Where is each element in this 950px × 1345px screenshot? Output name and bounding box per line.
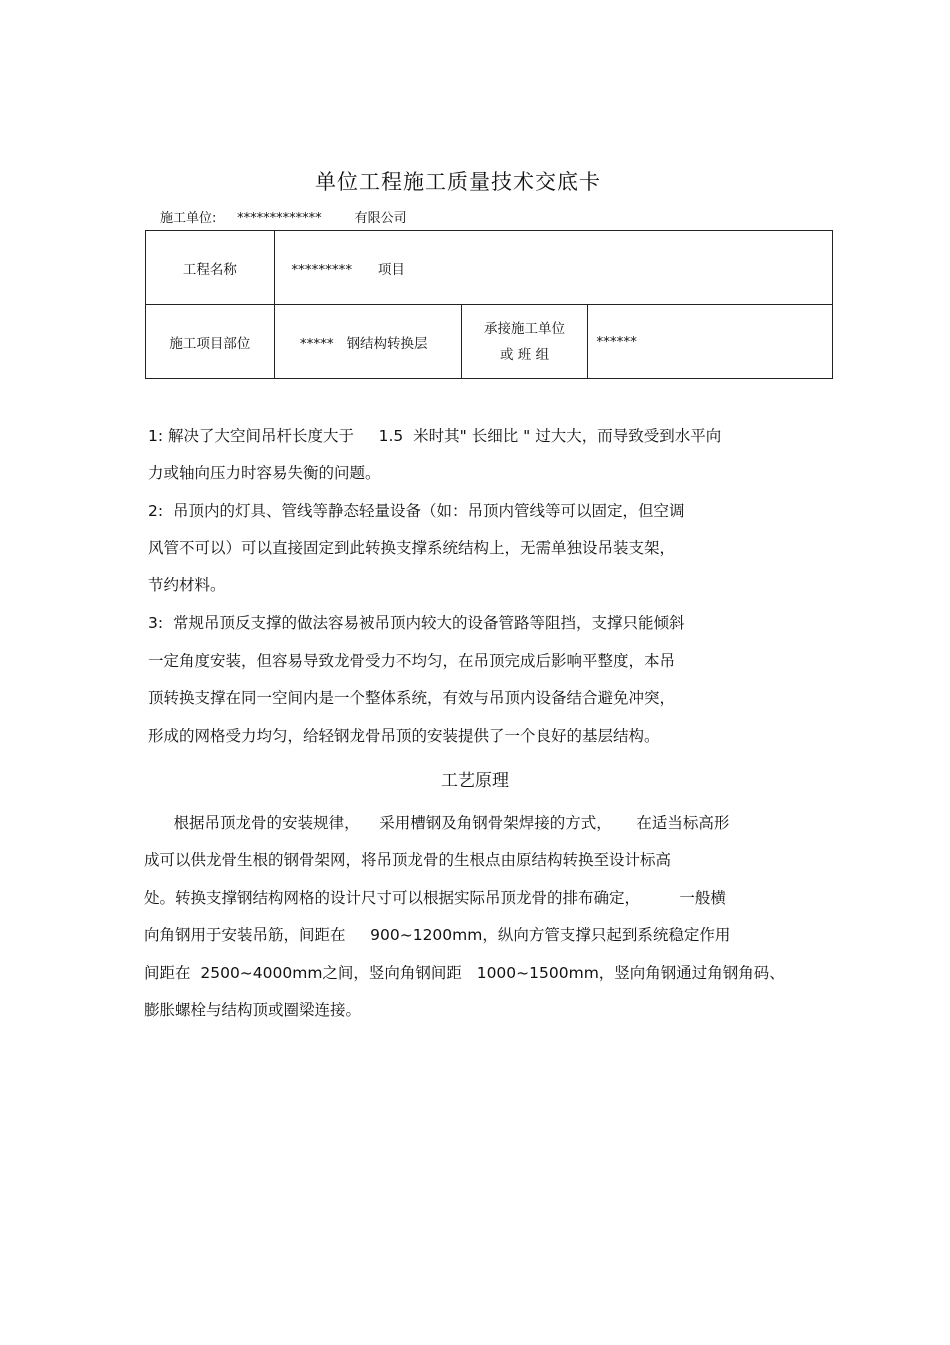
section-line: 膨胀螺栓与结构顶或圈梁连接。 [144, 1001, 362, 1019]
contractor-label [461, 305, 588, 379]
project-name-label: 工程名称 [146, 231, 275, 305]
project-name-value [274, 231, 832, 305]
section-line: 向角钢用于安装吊筋，间距在 900~1200mm，纵向方管支撑只起到系统稳定作用 [144, 926, 731, 944]
point-line: 节约材料。 [148, 576, 226, 594]
unit-label: 施工单位: [160, 211, 217, 226]
part-value: 钢结构转换层 [346, 335, 428, 352]
contractor-label-line1: 承接施工单位 [484, 320, 566, 337]
unit-masked-name: ************* [237, 211, 322, 226]
table-row [146, 305, 833, 379]
point-line: 2: 吊顶内的灯具、管线等静态轻量设备（如：吊顶内管线等可以固定，但空调 [148, 502, 685, 520]
project-name-masked: ********* [291, 261, 353, 278]
section-line: 间距在 2500~4000mm之间，竖向角钢间距 1000~1500mm，竖向角钢通过角钢角码、 [144, 964, 785, 982]
construction-unit-line [160, 207, 407, 226]
part-masked: ***** [299, 335, 334, 352]
point-line: 1: 解决了大空间吊杆长度大于 1.5 米时其" 长细比 " 过大大，而导致受到水平向 [148, 427, 722, 445]
point-line: 3: 常规吊顶反支撑的做法容易被吊顶内较大的设备管路等阻挡，支撑只能倾斜 [148, 614, 685, 632]
section-line: 根据吊顶龙骨的安装规律， 采用槽钢及角钢骨架焊接的方式， 在适当标高形 [144, 814, 730, 832]
point-line: 形成的网格受力均匀，给轻钢龙骨吊顶的安装提供了一个良好的基层结构。 [148, 727, 660, 745]
section-line: 处。转换支撑钢结构网格的设计尺寸可以根据实际吊顶龙骨的排布确定， 一般横 [144, 889, 726, 907]
construction-part-value [274, 305, 461, 379]
point-line: 顶转换支撑在同一空间内是一个整体系统，有效与吊顶内设备结合避免冲突， [148, 689, 676, 707]
project-info-table [145, 230, 833, 379]
section-title: 工艺原理 [441, 771, 509, 791]
table-row [146, 231, 833, 305]
contractor-value: ****** [588, 305, 833, 379]
project-name-suffix: 项目 [377, 261, 405, 278]
document-title: 单位工程施工质量技术交底卡 [315, 170, 601, 194]
point-line: 一定角度安装，但容易导致龙骨受力不均匀，在吊顶完成后影响平整度，本吊 [148, 652, 676, 670]
contractor-label-line2: 或 班 组 [499, 346, 550, 363]
point-line: 力或轴向压力时容易失衡的问题。 [148, 464, 381, 482]
point-line: 风管不可以）可以直接固定到此转换支撑系统结构上，无需单独设吊装支架， [148, 539, 676, 557]
unit-suffix: 有限公司 [354, 211, 407, 226]
section-line: 成可以供龙骨生根的钢骨架网，将吊顶龙骨的生根点由原结构转换至设计标高 [144, 851, 672, 869]
construction-part-label: 施工项目部位 [146, 305, 275, 379]
